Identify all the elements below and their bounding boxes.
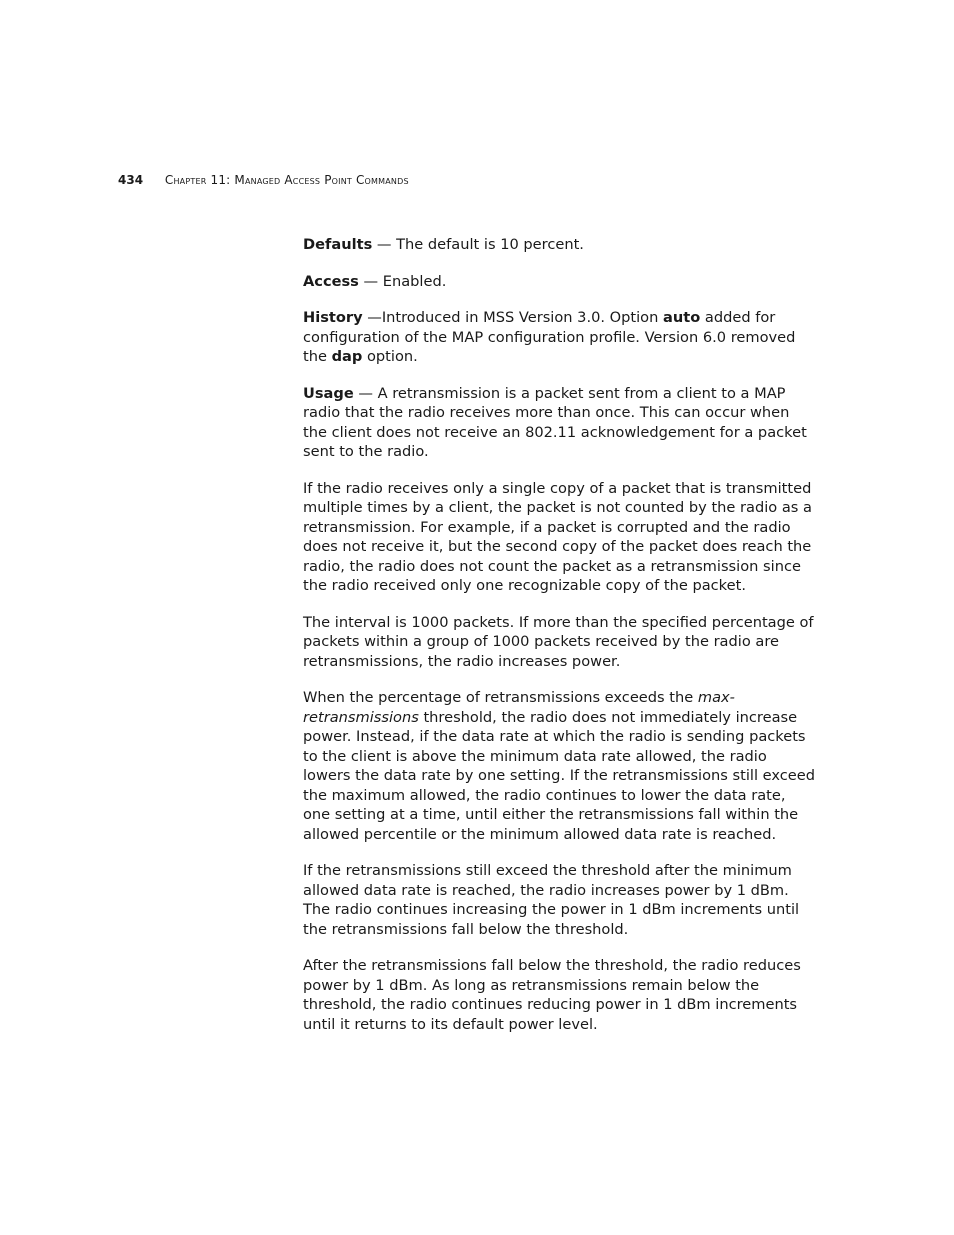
- defaults-text: — The default is 10 percent.: [372, 236, 584, 253]
- history-term: History: [303, 309, 363, 326]
- access-paragraph: [303, 272, 815, 292]
- history-keyword-dap: dap: [331, 348, 363, 365]
- p3-text-before: When the percentage of retransmissions exceeds the: [303, 689, 698, 706]
- history-keyword-auto: auto: [663, 309, 701, 326]
- page-number: 434: [118, 173, 144, 187]
- page-header: [118, 171, 409, 189]
- p3-text-after: threshold, the radio does not immediately increase power. Instead, if the data rate at which the radio is sending packets to the client is above the minimum data rate allowed, the radio lowers the data rate by one setting. If the retransmissions still exceed the maximum allowed, the radio continues to lower the data rate, one setting at a time, until either the retransmissions fall within the allowed percentile or the minimum allowed data rate is reached.: [303, 708, 815, 843]
- access-text: — Enabled.: [358, 272, 447, 290]
- body-paragraph-4: If the retransmissions still exceed the threshold after the minimum allowed data rate is reached, the radio increases power by 1 dBm. The radio continues increasing the power in 1 dBm increments until the retransmissions fall below the threshold.: [303, 862, 800, 938]
- body-paragraph-3: [303, 688, 815, 844]
- body-paragraph-5: After the retransmissions fall below the threshold, the radio reduces power by 1 dBm. As long as retransmissions remain below the threshold, the radio continues reducing power in 1 dBm increments until it returns to its default power level.: [303, 957, 801, 1033]
- usage-paragraph: [303, 384, 815, 462]
- access-term: Access: [303, 272, 359, 290]
- usage-term: Usage: [303, 384, 354, 402]
- defaults-term: Defaults: [303, 236, 373, 253]
- history-text-3: option.: [362, 348, 418, 365]
- running-head: Chapter 11: Managed Access Point Commands: [164, 173, 409, 187]
- history-text-2: added for configuration of the MAP configuration profile. Version 6.0 removed the: [303, 309, 796, 365]
- p3-term-max-retransmissions: max-retransmissions: [303, 689, 735, 726]
- body-paragraph-2: The interval is 1000 packets. If more than the specified percentage of packets within a group of 1000 packets received by the radio are retransmissions, the radio increases power.: [303, 613, 814, 670]
- usage-text: — A retransmission is a packet sent from a client to a MAP radio that the radio receives more than once. This can occur when the client does not receive an 802.11 acknowledgement for a packet sent to the radio.: [303, 384, 807, 460]
- defaults-paragraph: [303, 235, 815, 255]
- page-body: [303, 235, 815, 1051]
- history-paragraph: [303, 308, 815, 367]
- body-paragraph-1: If the radio receives only a single copy of a packet that is transmitted multiple times by a client, the packet is not counted by the radio as a retransmission. For example, if a packet is corrupted and the radio does not receive it, but the second copy of the packet does reach the radio, the radio does not count the packet as a retransmission since the radio received only one recognizable copy of the packet.: [303, 479, 812, 594]
- history-text-1: —Introduced in MSS Version 3.0. Option: [362, 309, 663, 326]
